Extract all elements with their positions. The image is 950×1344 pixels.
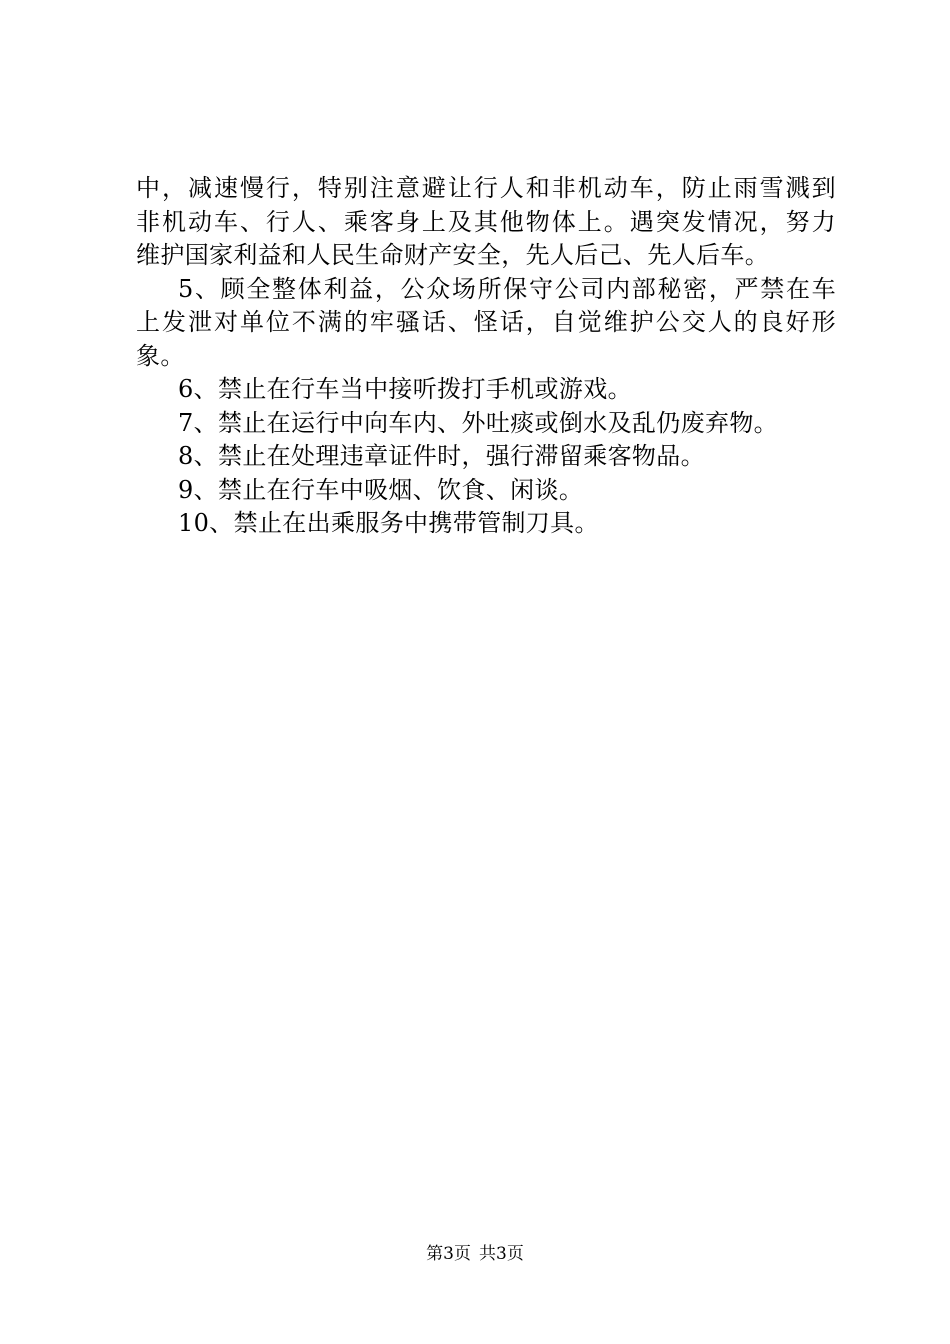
text-line: 非机动车、行人、乘客身上及其他物体上。遇突发情况，努力 [136, 207, 836, 236]
paragraph-continued [136, 172, 836, 273]
list-item: 8、禁止在处理违章证件时，强行滞留乘客物品。 [178, 442, 705, 470]
text-line: 5、顾全整体利益，公众场所保守公司内部秘密，严禁在车 [178, 274, 836, 303]
list-item: 10、禁止在出乘服务中携带管制刀具。 [178, 509, 599, 537]
page-number-current: 第3页 [426, 1244, 471, 1264]
text-line: 上发泄对单位不满的牢骚话、怪话，自觉维护公交人的良好形 [136, 308, 836, 336]
document-body [136, 172, 836, 541]
rule-list [136, 373, 836, 541]
list-item: 6、禁止在行车当中接听拨打手机或游戏。 [178, 375, 632, 403]
page-footer [0, 1243, 950, 1265]
list-item: 7、禁止在运行中向车内、外吐痰或倒水及乱仍废弃物。 [178, 408, 779, 437]
page-number-total: 共3页 [479, 1244, 524, 1264]
list-item: 9、禁止在行车中吸烟、饮食、闲谈。 [178, 475, 584, 504]
text-line: 维护国家利益和人民生命财产安全，先人后己、先人后车。 [136, 241, 770, 269]
text-line: 中，减速慢行，特别注意避让行人和非机动车，防止雨雪溅到 [136, 174, 836, 202]
text-line: 象。 [136, 341, 185, 370]
paragraph-5 [136, 273, 836, 374]
